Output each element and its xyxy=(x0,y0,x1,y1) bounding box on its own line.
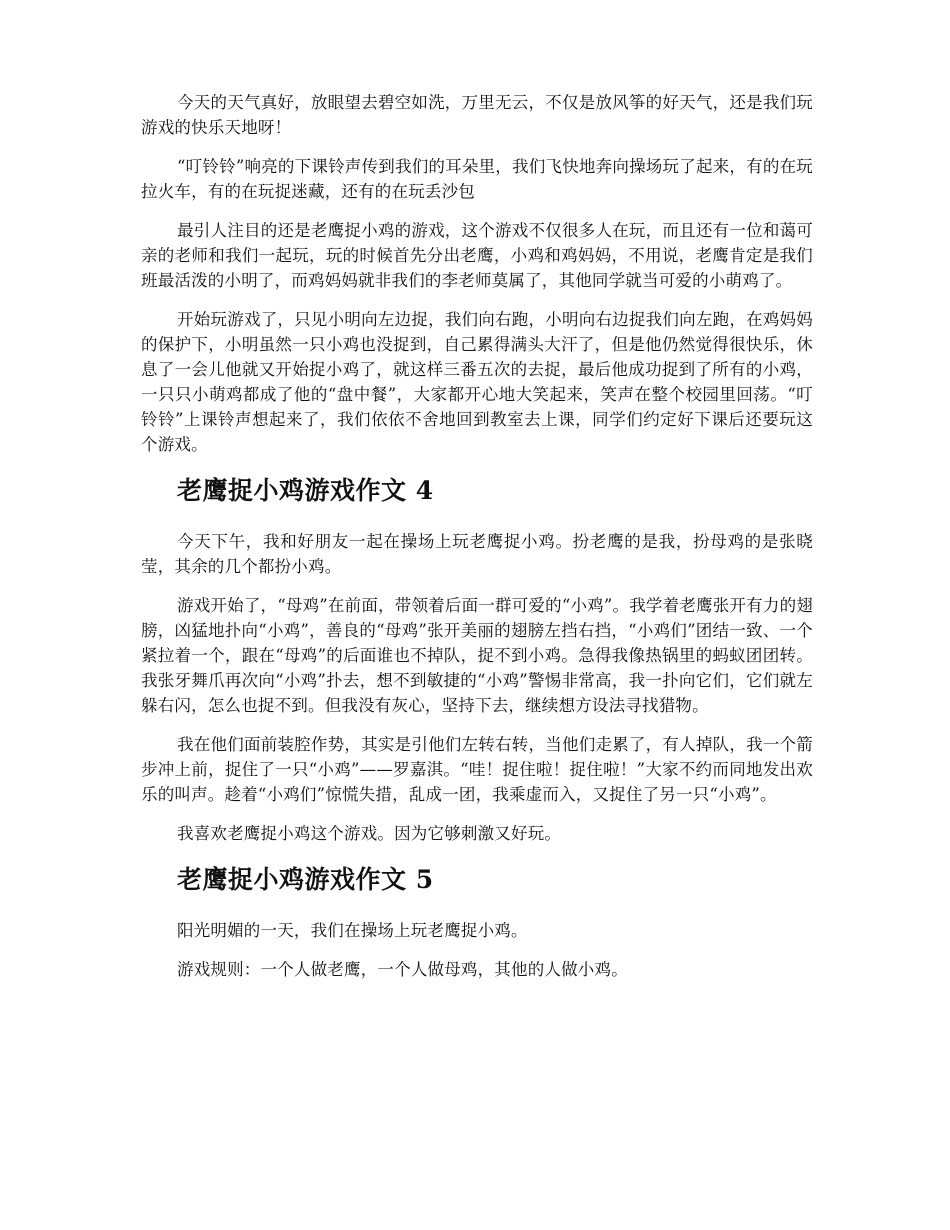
paragraph: 今天下午，我和好朋友一起在操场上玩老鹰捉小鸡。扮老鹰的是我，扮母鸡的是张晓莹，其余的几个都扮小鸡。 xyxy=(141,532,813,576)
paragraph: 开始玩游戏了，只见小明向左边捉，我们向右跑，小明向右边捉我们向左跑，在鸡妈妈的保护下，小明虽然一只小鸡也没捉到，自己累得满头大汗了，但是他仍然觉得很快乐，休息了一会儿他就又开始捉小鸡了，就这样三番五次的去捉，最后他成功捉到了所有的小鸡，一只只小萌鸡都成了他的“盘中餐”，大家都开心地大笑起来，笑声在整个校园里回荡。“叮铃铃”上课铃声想起来了，我们依依不舍地回到教室去上课，同学们约定好下课后还要玩这个游戏。 xyxy=(141,310,813,454)
paragraph: 阳光明媚的一天，我们在操场上玩老鹰捉小鸡。 xyxy=(177,921,528,940)
section-heading: 老鹰捉小鸡游戏作文 4 xyxy=(177,476,434,505)
paragraph: 游戏规则：一个人做老鹰，一个人做母鸡，其他的人做小鸡。 xyxy=(177,960,628,979)
paragraph: 我喜欢老鹰捉小鸡这个游戏。因为它够刺激又好玩。 xyxy=(177,824,562,843)
document-page xyxy=(141,90,813,996)
paragraph: 今天的天气真好，放眼望去碧空如洗，万里无云，不仅是放风筝的好天气，还是我们玩游戏的快乐天地呀！ xyxy=(141,93,813,137)
paragraph: “叮铃铃”响亮的下课铃声传到我们的耳朵里，我们飞快地奔向操场玩了起来，有的在玩拉火车，有的在玩捉迷藏，还有的在玩丢沙包 xyxy=(141,157,813,201)
paragraph: 我在他们面前装腔作势，其实是引他们左转右转，当他们走累了，有人掉队，我一个箭步冲上前，捉住了一只“小鸡”——罗嘉淇。“哇！捉住啦！捉住啦！”大家不约而同地发出欢乐的叫声。趁着“小鸡们”惊慌失措，乱成一团，我乘虚而入，又捉住了另一只“小鸡”。 xyxy=(141,735,813,804)
section-heading: 老鹰捉小鸡游戏作文 5 xyxy=(177,865,434,894)
paragraph: 最引人注目的还是老鹰捉小鸡的游戏，这个游戏不仅很多人在玩，而且还有一位和蔼可亲的老师和我们一起玩，玩的时候首先分出老鹰，小鸡和鸡妈妈，不用说，老鹰肯定是我们班最活泼的小明了，而鸡妈妈就非我们的李老师莫属了，其他同学就当可爱的小萌鸡了。 xyxy=(141,221,813,290)
paragraph: 游戏开始了，“母鸡”在前面，带领着后面一群可爱的“小鸡”。我学着老鹰张开有力的翅膀，凶猛地扑向“小鸡”，善良的“母鸡”张开美丽的翅膀左挡右挡，“小鸡们”团结一致、一个紧拉着一个，跟在“母鸡”的后面谁也不掉队，捉不到小鸡。急得我像热锅里的蚂蚁团团转。我张牙舞爪再次向“小鸡”扑去，想不到敏捷的“小鸡”警惕非常高，我一扑向它们，它们就左躲右闪，怎么也捉不到。但我没有灰心，坚持下去，继续想方设法寻找猎物。 xyxy=(141,596,813,715)
